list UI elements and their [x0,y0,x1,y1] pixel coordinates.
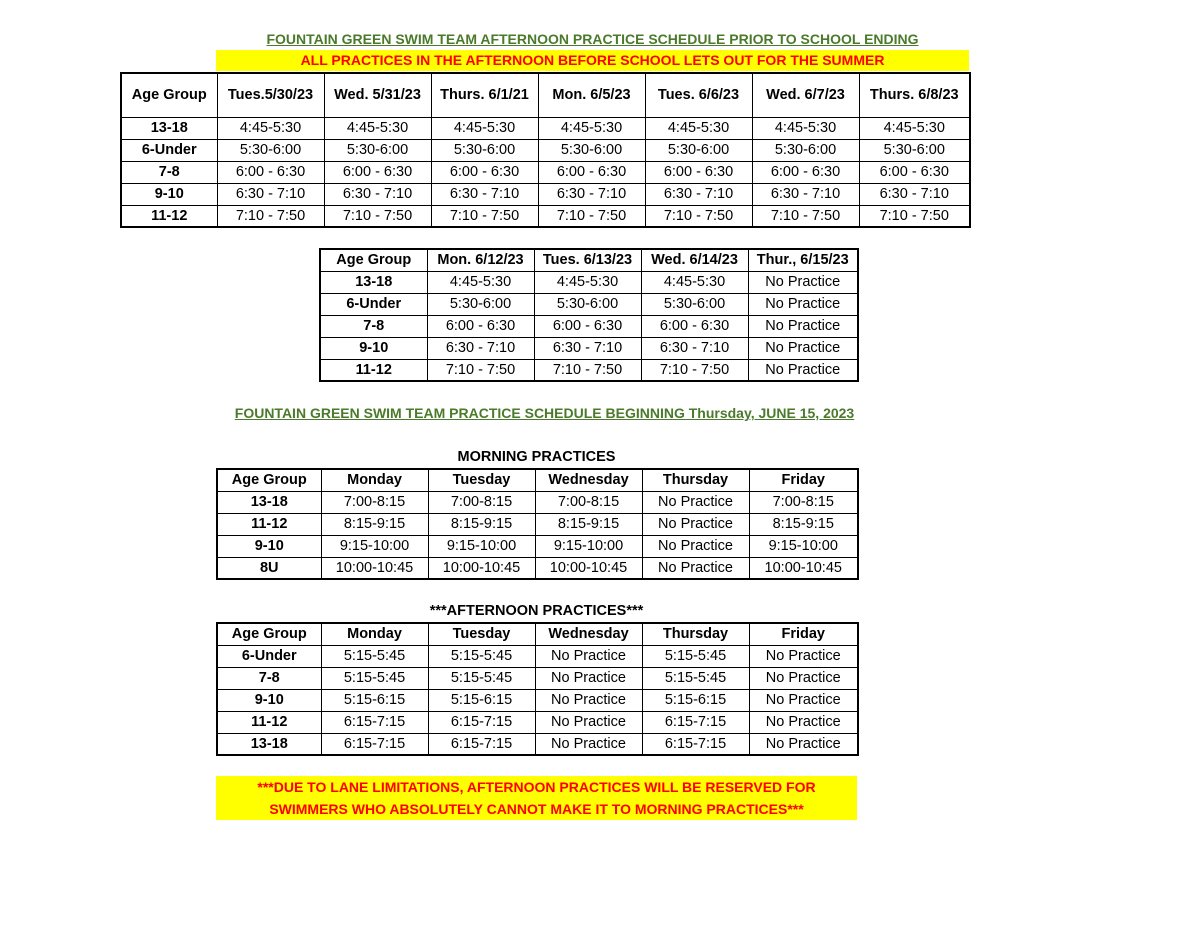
practice-time-cell: No Practice [749,689,858,711]
practice-time-cell: 4:45-5:30 [217,117,324,139]
practice-time-cell: 6:00 - 6:30 [431,161,538,183]
practice-time-cell: 6:30 - 7:10 [217,183,324,205]
practice-time-cell: No Practice [642,513,749,535]
practice-time-cell: 5:15-6:15 [428,689,535,711]
afternoon-notice-banner: ALL PRACTICES IN THE AFTERNOON BEFORE SCHOOL LETS OUT FOR THE SUMMER [216,50,969,71]
table-row [217,667,858,689]
table-row [320,293,858,315]
age-group-cell: 9-10 [217,535,321,557]
practice-time-cell: 5:15-5:45 [428,667,535,689]
practice-time-cell: 7:00-8:15 [535,491,642,513]
practice-time-cell: 7:00-8:15 [321,491,428,513]
practice-time-cell: 7:00-8:15 [749,491,858,513]
practice-time-cell: 4:45-5:30 [645,117,752,139]
practice-time-cell: 4:45-5:30 [427,271,534,293]
table-row [217,711,858,733]
final-week-schedule-table [319,248,859,382]
column-header: Mon. 6/5/23 [538,73,645,117]
practice-time-cell: 7:10 - 7:50 [641,359,748,381]
practice-time-cell: 5:15-5:45 [642,645,749,667]
notice-line: SWIMMERS WHO ABSOLUTELY CANNOT MAKE IT TO MORNING PRACTICES*** [269,801,804,817]
age-group-cell: 6-Under [320,293,427,315]
morning-practices-table [216,468,859,580]
practice-time-cell: 5:30-6:00 [534,293,641,315]
practice-time-cell: 8:15-9:15 [535,513,642,535]
table-row [217,491,858,513]
age-group-cell: 11-12 [217,711,321,733]
practice-time-cell: 5:30-6:00 [645,139,752,161]
table-row [217,689,858,711]
age-group-cell: 13-18 [217,491,321,513]
practice-time-cell: 7:10 - 7:50 [217,205,324,227]
practice-time-cell: 5:30-6:00 [431,139,538,161]
column-header: Tues. 6/13/23 [534,249,641,271]
table-header-row [320,249,858,271]
column-header: Thur., 6/15/23 [748,249,858,271]
age-group-cell: 7-8 [217,667,321,689]
practice-time-cell: 5:15-6:15 [642,689,749,711]
practice-time-cell: No Practice [749,711,858,733]
practice-time-cell: 6:15-7:15 [642,733,749,755]
practice-time-cell: 7:00-8:15 [428,491,535,513]
column-header: Mon. 6/12/23 [427,249,534,271]
practice-time-cell: 6:00 - 6:30 [534,315,641,337]
column-header: Thurs. 6/1/21 [431,73,538,117]
practice-time-cell: 4:45-5:30 [431,117,538,139]
practice-time-cell: No Practice [749,733,858,755]
practice-time-cell: No Practice [535,667,642,689]
practice-time-cell: 5:15-5:45 [428,645,535,667]
age-group-cell: 13-18 [121,117,217,139]
age-group-cell: 7-8 [320,315,427,337]
pre-school-end-schedule-table [120,72,971,228]
practice-time-cell: No Practice [748,359,858,381]
age-group-cell: 7-8 [121,161,217,183]
summer-schedule-title: FOUNTAIN GREEN SWIM TEAM PRACTICE SCHEDULE BEGINNING Thursday, JUNE 15, 2023 [234,405,855,421]
practice-time-cell: No Practice [535,711,642,733]
practice-time-cell: 6:30 - 7:10 [534,337,641,359]
practice-time-cell: 6:30 - 7:10 [431,183,538,205]
age-group-cell: 11-12 [320,359,427,381]
practice-time-cell: No Practice [535,733,642,755]
age-group-cell: 9-10 [217,689,321,711]
column-header: Wednesday [535,623,642,645]
column-header: Monday [321,469,428,491]
practice-time-cell: 5:15-5:45 [642,667,749,689]
table-row [121,161,970,183]
practice-time-cell: 6:15-7:15 [428,733,535,755]
practice-time-cell: No Practice [749,645,858,667]
practice-time-cell: 5:30-6:00 [859,139,970,161]
practice-time-cell: 9:15-10:00 [428,535,535,557]
practice-time-cell: 7:10 - 7:50 [431,205,538,227]
practice-time-cell: 7:10 - 7:50 [324,205,431,227]
practice-time-cell: 4:45-5:30 [538,117,645,139]
practice-time-cell: 6:00 - 6:30 [752,161,859,183]
practice-time-cell: 7:10 - 7:50 [859,205,970,227]
age-group-cell: 13-18 [320,271,427,293]
practice-time-cell: 8:15-9:15 [428,513,535,535]
practice-time-cell: 6:30 - 7:10 [645,183,752,205]
table-row [217,535,858,557]
column-header: Tues. 6/6/23 [645,73,752,117]
practice-time-cell: 4:45-5:30 [324,117,431,139]
table-row [320,359,858,381]
practice-time-cell: 9:15-10:00 [321,535,428,557]
morning-practices-heading: MORNING PRACTICES [457,449,616,465]
practice-time-cell: 8:15-9:15 [321,513,428,535]
practice-time-cell: No Practice [748,315,858,337]
table-header-row [217,623,858,645]
column-header: Tues.5/30/23 [217,73,324,117]
column-header: Thursday [642,469,749,491]
practice-time-cell: No Practice [748,293,858,315]
practice-time-cell: 7:10 - 7:50 [645,205,752,227]
table-row [217,513,858,535]
column-header: Wednesday [535,469,642,491]
table-row [121,139,970,161]
practice-time-cell: 6:15-7:15 [428,711,535,733]
lane-limitations-notice [216,776,857,820]
table-row [320,337,858,359]
column-header: Thursday [642,623,749,645]
practice-time-cell: 5:30-6:00 [217,139,324,161]
practice-time-cell: 6:15-7:15 [642,711,749,733]
practice-time-cell: 5:30-6:00 [752,139,859,161]
practice-time-cell: 4:45-5:30 [641,271,748,293]
column-header: Friday [749,623,858,645]
practice-time-cell: 6:30 - 7:10 [538,183,645,205]
practice-time-cell: No Practice [535,689,642,711]
notice-line: ***DUE TO LANE LIMITATIONS, AFTERNOON PRACTICES WILL BE RESERVED FOR [257,779,816,795]
practice-time-cell: 5:15-6:15 [321,689,428,711]
practice-time-cell: 10:00-10:45 [428,557,535,579]
practice-time-cell: 6:00 - 6:30 [641,315,748,337]
column-header: Monday [321,623,428,645]
practice-time-cell: 6:30 - 7:10 [859,183,970,205]
age-group-cell: 9-10 [320,337,427,359]
practice-time-cell: 10:00-10:45 [749,557,858,579]
column-header: Wed. 5/31/23 [324,73,431,117]
practice-time-cell: 5:30-6:00 [427,293,534,315]
age-group-cell: 11-12 [217,513,321,535]
table-row [217,557,858,579]
practice-time-cell: 6:30 - 7:10 [427,337,534,359]
age-group-cell: 6-Under [217,645,321,667]
column-header: Friday [749,469,858,491]
afternoon-practices-table [216,622,859,756]
column-header: Age Group [121,73,217,117]
practice-time-cell: 6:00 - 6:30 [427,315,534,337]
practice-time-cell: 7:10 - 7:50 [534,359,641,381]
practice-time-cell: 5:30-6:00 [538,139,645,161]
table-header-row [121,73,970,117]
table-row [121,205,970,227]
practice-time-cell: 6:00 - 6:30 [645,161,752,183]
column-header: Age Group [320,249,427,271]
table-row [217,645,858,667]
practice-time-cell: No Practice [642,535,749,557]
column-header: Wed. 6/7/23 [752,73,859,117]
practice-time-cell: 4:45-5:30 [859,117,970,139]
table-row [121,183,970,205]
practice-time-cell: 7:10 - 7:50 [427,359,534,381]
table-row [217,733,858,755]
practice-time-cell: 6:15-7:15 [321,733,428,755]
column-header: Age Group [217,623,321,645]
afternoon-schedule-title: FOUNTAIN GREEN SWIM TEAM AFTERNOON PRACTICE SCHEDULE PRIOR TO SCHOOL ENDING [266,31,919,47]
practice-time-cell: No Practice [748,271,858,293]
age-group-cell: 8U [217,557,321,579]
practice-time-cell: 6:30 - 7:10 [324,183,431,205]
practice-time-cell: No Practice [642,557,749,579]
practice-time-cell: 6:30 - 7:10 [641,337,748,359]
table-row [121,117,970,139]
practice-time-cell: 6:00 - 6:30 [324,161,431,183]
practice-time-cell: 5:15-5:45 [321,645,428,667]
practice-time-cell: 9:15-10:00 [749,535,858,557]
age-group-cell: 13-18 [217,733,321,755]
age-group-cell: 9-10 [121,183,217,205]
practice-time-cell: 6:15-7:15 [321,711,428,733]
practice-time-cell: 9:15-10:00 [535,535,642,557]
table-row [320,271,858,293]
practice-time-cell: 6:00 - 6:30 [538,161,645,183]
practice-time-cell: 7:10 - 7:50 [538,205,645,227]
practice-time-cell: 6:00 - 6:30 [859,161,970,183]
table-header-row [217,469,858,491]
practice-time-cell: No Practice [535,645,642,667]
practice-time-cell: 5:30-6:00 [641,293,748,315]
practice-time-cell: 4:45-5:30 [752,117,859,139]
column-header: Thurs. 6/8/23 [859,73,970,117]
practice-time-cell: No Practice [749,667,858,689]
column-header: Wed. 6/14/23 [641,249,748,271]
practice-time-cell: 6:00 - 6:30 [217,161,324,183]
practice-time-cell: 4:45-5:30 [534,271,641,293]
practice-time-cell: 5:15-5:45 [321,667,428,689]
practice-time-cell: 8:15-9:15 [749,513,858,535]
afternoon-practices-heading: ***AFTERNOON PRACTICES*** [429,603,644,619]
age-group-cell: 11-12 [121,205,217,227]
column-header: Tuesday [428,623,535,645]
practice-time-cell: 7:10 - 7:50 [752,205,859,227]
practice-time-cell: 5:30-6:00 [324,139,431,161]
practice-time-cell: No Practice [642,491,749,513]
column-header: Tuesday [428,469,535,491]
age-group-cell: 6-Under [121,139,217,161]
practice-time-cell: No Practice [748,337,858,359]
practice-time-cell: 10:00-10:45 [321,557,428,579]
column-header: Age Group [217,469,321,491]
table-row [320,315,858,337]
practice-time-cell: 6:30 - 7:10 [752,183,859,205]
practice-time-cell: 10:00-10:45 [535,557,642,579]
